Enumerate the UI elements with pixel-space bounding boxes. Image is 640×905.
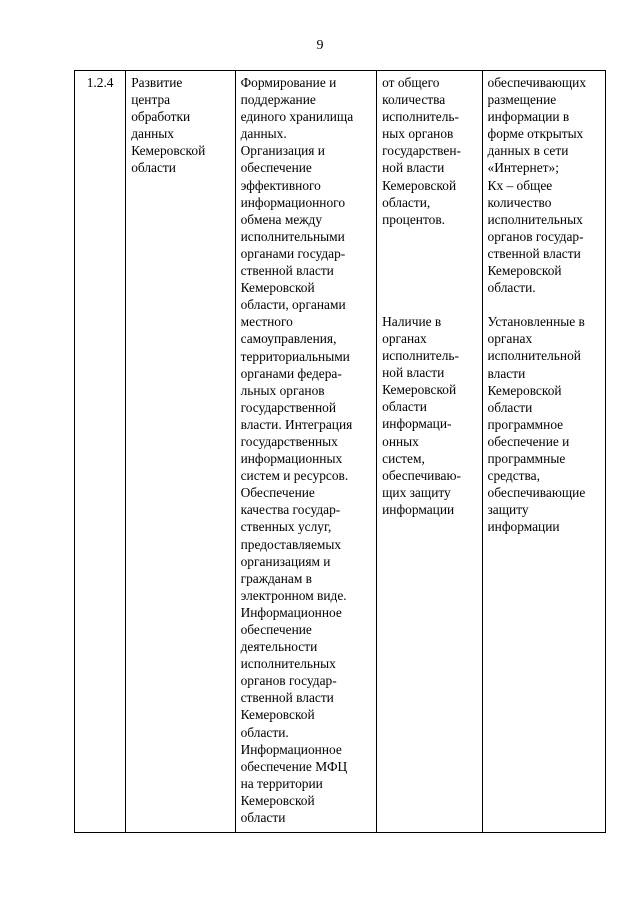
item-name-cell	[126, 71, 235, 833]
table-row	[75, 71, 606, 833]
item-code-cell	[75, 71, 126, 833]
indicator-text-1: от общего количества исполнитель- ных органов государствен- ной власти Кемеровской области, процентов.	[382, 75, 461, 227]
indicator-text-2: Наличие в органах исполнитель- ной власти Кемеровской области информаци- онных систем, обеспечиваю- щих защиту информации	[382, 313, 461, 517]
page-number: 9	[316, 38, 324, 53]
indicator-cell	[377, 71, 482, 833]
item-name: Развитие центра обработки данных Кемеровской области	[131, 75, 206, 176]
method-cell	[482, 71, 605, 833]
item-code: 1.2.4	[86, 75, 114, 90]
activities-cell	[235, 71, 377, 833]
method-text-1: обеспечивающих размещение информации в форме открытых данных в сети «Интернет»; Кх – общее количество исполнительных органов государ- ственной власти Кемеровской области.	[487, 75, 587, 296]
method-text-2: Установленные в органах исполнительной власти Кемеровской области программное обеспечение и программные средства, обеспечивающие защиту информации	[487, 314, 586, 535]
activities-text: Формирование и поддержание единого хранилища данных. Организация и обеспечение эффективного информационного обмена между исполнительными органами государ- ственной власти Кемеровской области, органами местного самоуправления, территориальными органами федера- льных органов государственной власти. Интеграция государственных информационных систем и ресурсов. Обеспечение качества государ- ственных услуг, предоставляемых организациям и гражданам в электронном виде. Информационное обеспечение деятельности исполнительных органов государ- ственной власти Кемеровской области. Информационное обеспечение МФЦ на территории Кемеровской области	[240, 75, 354, 826]
program-table	[74, 70, 606, 833]
